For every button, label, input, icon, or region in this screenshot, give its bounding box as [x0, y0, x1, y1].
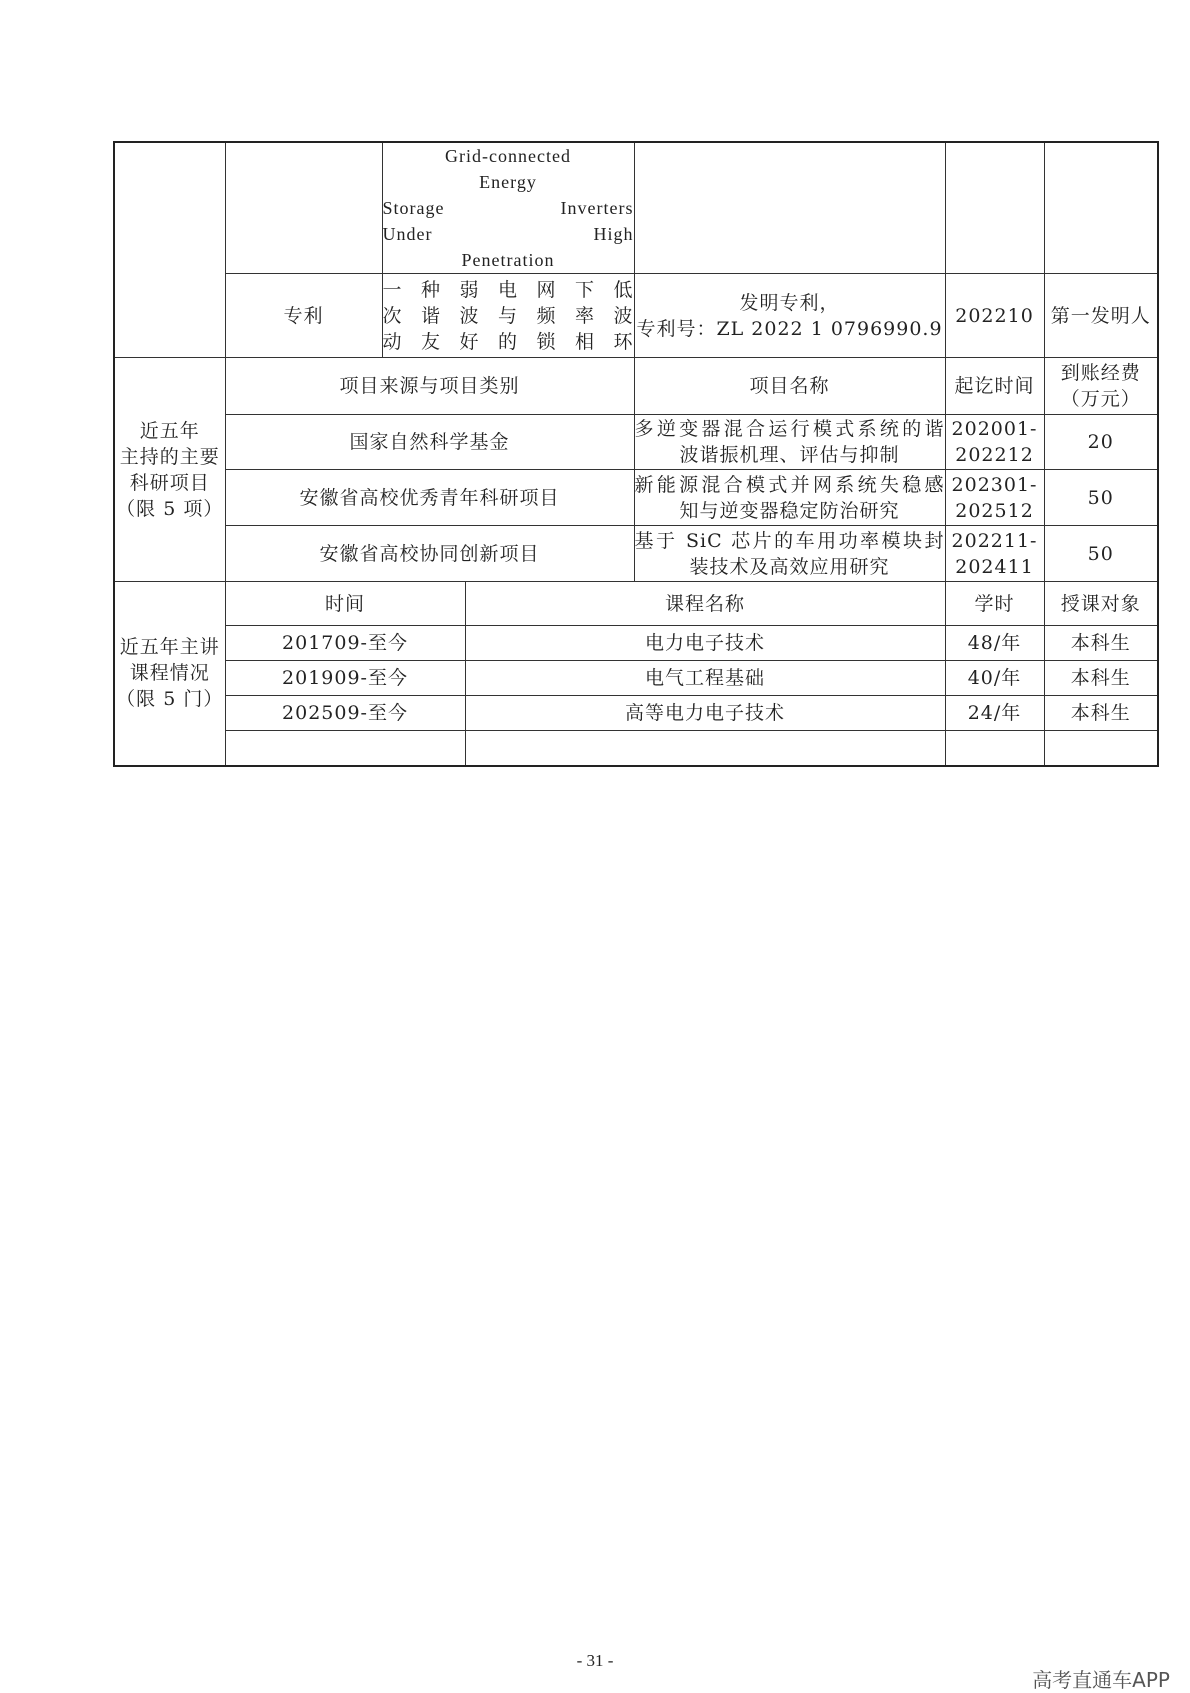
course-audience: 本科生 [1044, 696, 1158, 731]
project-source: 国家自然科学基金 [225, 415, 634, 470]
project-name: 多逆变器混合运行模式系统的谐 波谐振机理、评估与抑制 [634, 415, 945, 470]
course-audience [1044, 731, 1158, 766]
table-row [114, 731, 1158, 766]
table-row [114, 415, 1158, 470]
project-name: 新能源混合模式并网系统失稳感 知与逆变器稳定防治研究 [634, 470, 945, 526]
paper-role-cell [1044, 142, 1158, 274]
projects-header-funding: 到账经费 （万元） [1044, 358, 1158, 415]
project-period: 202301- 202512 [945, 470, 1044, 526]
table-row [114, 626, 1158, 661]
table-row [114, 661, 1158, 696]
achievement-label-cell [114, 142, 225, 358]
course-hours [945, 731, 1044, 766]
project-name: 基于 SiC 芯片的车用功率模块封 装技术及高效应用研究 [634, 526, 945, 582]
paper-type-cell [225, 142, 382, 274]
project-source: 安徽省高校优秀青年科研项目 [225, 470, 634, 526]
patent-row [114, 274, 1158, 358]
course-audience: 本科生 [1044, 661, 1158, 696]
info-table [113, 141, 1159, 767]
course-audience: 本科生 [1044, 626, 1158, 661]
projects-header-period: 起讫时间 [945, 358, 1044, 415]
paper-date-cell [945, 142, 1044, 274]
table-row [114, 470, 1158, 526]
course-time [225, 731, 465, 766]
project-period: 202211- 202411 [945, 526, 1044, 582]
project-funding: 50 [1044, 470, 1158, 526]
project-period: 202001- 202212 [945, 415, 1044, 470]
paper-english-title: Grid-connected Energy Storage Inverters Under High Penetration [382, 142, 634, 274]
course-name [465, 731, 945, 766]
course-hours: 24/年 [945, 696, 1044, 731]
projects-header-source: 项目来源与项目类别 [225, 358, 634, 415]
project-source: 安徽省高校协同创新项目 [225, 526, 634, 582]
patent-date: 202210 [945, 274, 1044, 358]
course-name: 电力电子技术 [465, 626, 945, 661]
patent-role: 第一发明人 [1044, 274, 1158, 358]
courses-header-time: 时间 [225, 582, 465, 626]
project-funding: 20 [1044, 415, 1158, 470]
patent-detail: 发明专利， 专利号：ZL 2022 1 0796990.9 [634, 274, 945, 358]
course-name: 高等电力电子技术 [465, 696, 945, 731]
projects-header-row [114, 358, 1158, 415]
paper-row-continued [114, 142, 1158, 274]
table-row [114, 526, 1158, 582]
course-name: 电气工程基础 [465, 661, 945, 696]
course-time: 202509-至今 [225, 696, 465, 731]
course-time: 201909-至今 [225, 661, 465, 696]
paper-detail-cell [634, 142, 945, 274]
table-row [114, 696, 1158, 731]
courses-header-name: 课程名称 [465, 582, 945, 626]
watermark: 高考直通车APP [1032, 1668, 1170, 1692]
project-funding: 50 [1044, 526, 1158, 582]
course-time: 201709-至今 [225, 626, 465, 661]
page-number: - 31 - [576, 1651, 614, 1670]
patent-name: 一种弱电网下低 次谐波与频率波 动友好的锁相环 [382, 274, 634, 358]
courses-header-audience: 授课对象 [1044, 582, 1158, 626]
course-hours: 48/年 [945, 626, 1044, 661]
projects-section-label: 近五年 主持的主要 科研项目 （限 5 项） [114, 358, 225, 582]
courses-header-row [114, 582, 1158, 626]
course-hours: 40/年 [945, 661, 1044, 696]
projects-header-name: 项目名称 [634, 358, 945, 415]
patent-type: 专利 [225, 274, 382, 358]
courses-section-label: 近五年主讲 课程情况 （限 5 门） [114, 582, 225, 766]
courses-header-hours: 学时 [945, 582, 1044, 626]
